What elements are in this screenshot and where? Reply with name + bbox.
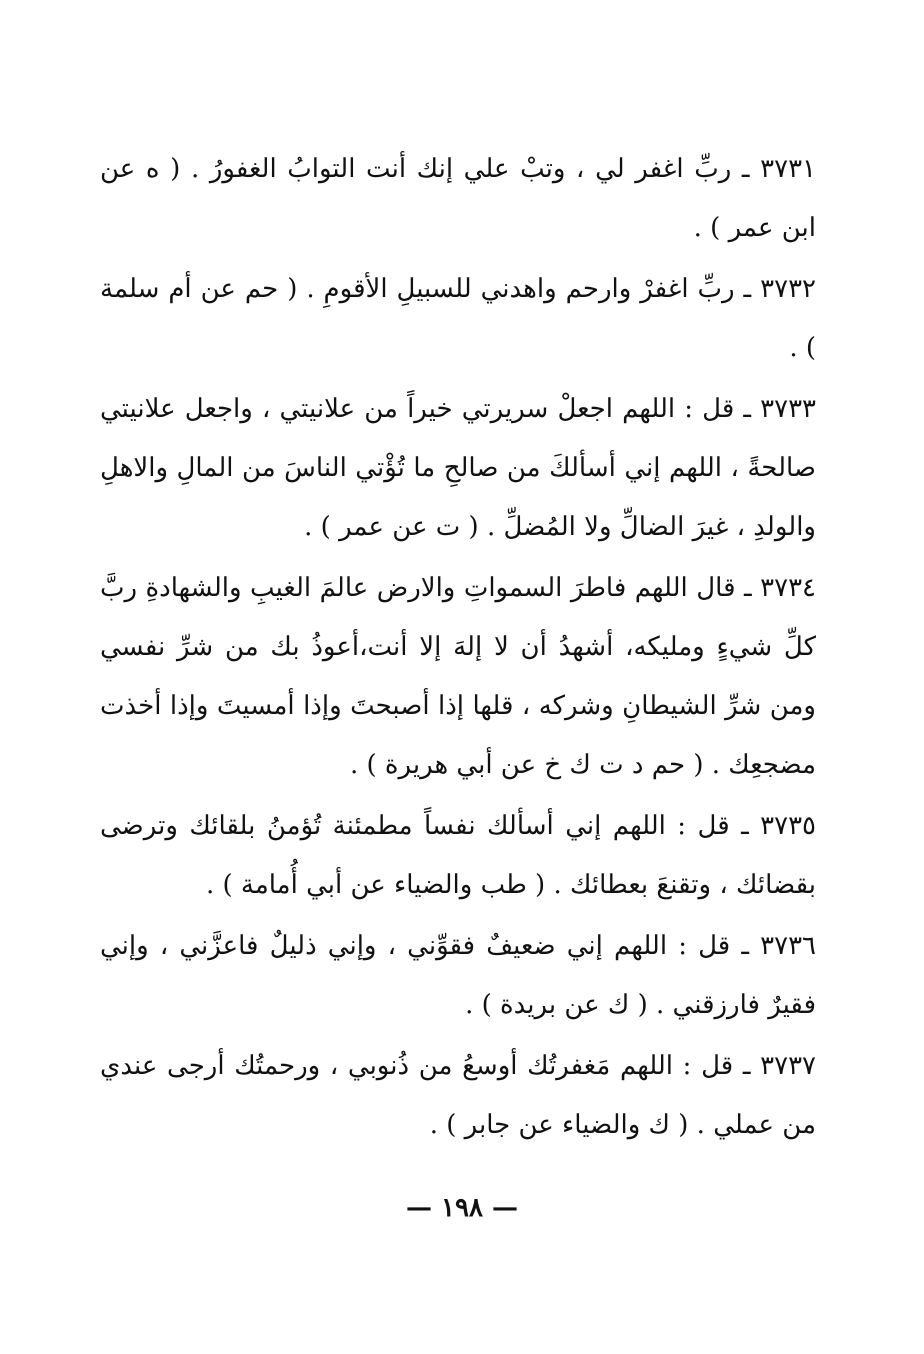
hadith-entry-3732: ٣٧٣٢ ـ ربِّ اغفرْ وارحم واهدني للسبيلِ الأقومِ . ( حم عن أم سلمة ) . (100, 274, 816, 363)
page-number: — ١٩٨ — (405, 1193, 519, 1223)
hadith-entry-3736: ٣٧٣٦ ـ قل : اللهم إني ضعيفٌ فقوِّني ، وإني ذليلٌ فاعزَّني ، وإني فقيرٌ فارزقني . ( ك عن بريدة ) . (100, 931, 816, 1020)
hadith-entry-3731: ٣٧٣١ ـ ربِّ اغفر لي ، وتبْ علي إنك أنت التوابُ الغفورُ . ( ه عن ابن عمر ) . (100, 154, 816, 243)
hadith-entry-3735: ٣٧٣٥ ـ قل : اللهم إني أسألك نفساً مطمئنة تُؤمنُ بلقائك وترضى بقضائك ، وتقنعَ بعطائك . ( طب والضياء عن أبي أُمامة ) . (100, 811, 816, 900)
hadith-entry-3737: ٣٧٣٧ ـ قل : اللهم مَغفرتُك أوسعُ من ذُنوبي ، ورحمتُك أرجى عندي من عملي . ( ك والضياء عن جابر ) . (100, 1051, 816, 1140)
hadith-entries (100, 140, 816, 1157)
hadith-entry-3733: ٣٧٣٣ ـ قل : اللهم اجعلْ سريرتي خيراً من علانيتي ، واجعل علانيتي صالحةً ، اللهم إني أسألكَ من صالحِ ما تُؤْتي الناسَ من المالِ والاهلِ والولدِ ، غيرَ الضالِّ ولا المُضلِّ . ( ت عن عمر ) . (100, 394, 816, 542)
hadith-entry-3734: ٣٧٣٤ ـ قال اللهم فاطرَ السمواتِ والارض عالمَ الغيبِ والشهادةِ ربَّ كلِّ شيءٍ ومليكه، أشهدُ أن لا إلهَ إلا أنت،أعوذُ بك من شرِّ نفسي ومن شرِّ الشيطانِ وشركه ، قلها إذا أصبحتَ وإذا أمسيتَ وإذا أخذت مضجعِك . ( حم د ت ك خ عن أبي هريرة ) . (100, 573, 816, 780)
